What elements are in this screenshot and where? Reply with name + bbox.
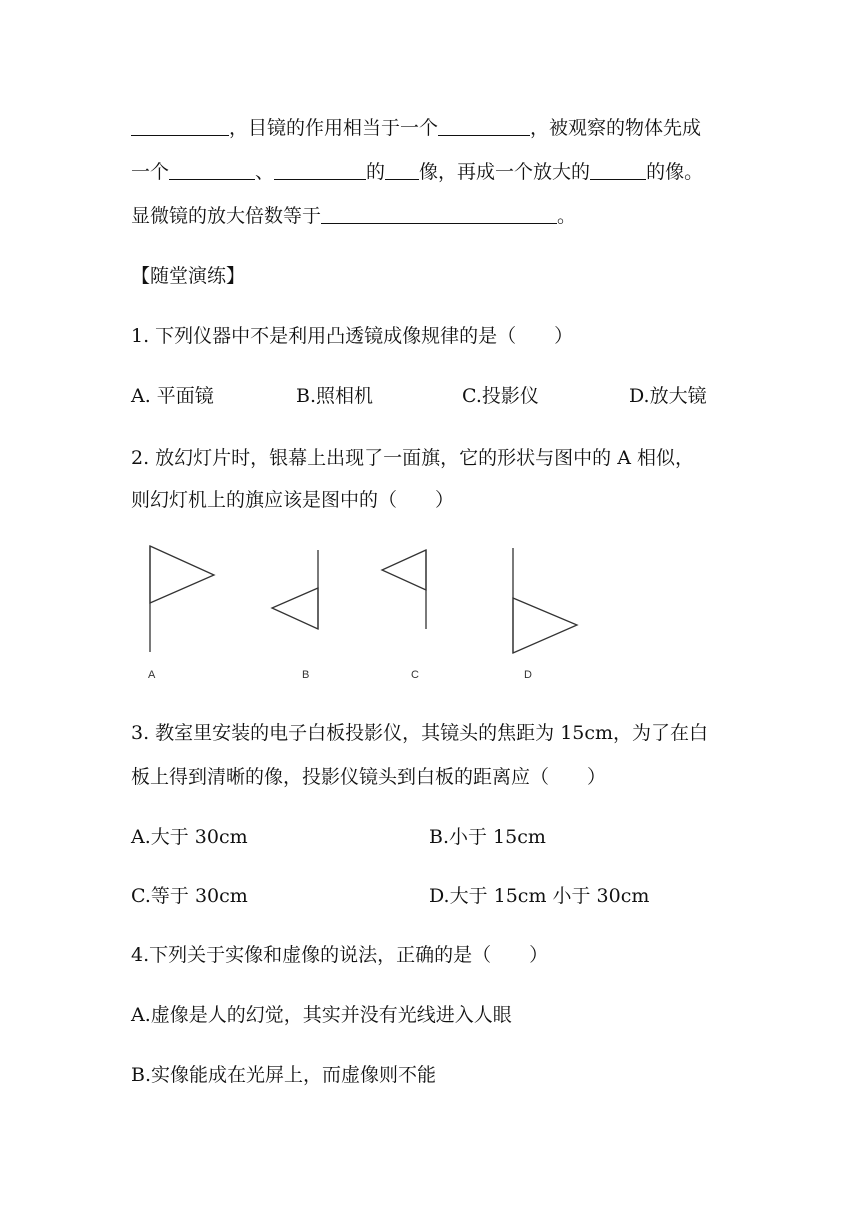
question-1-option-d[interactable]: D.放大镜 [629,385,707,407]
intro-text: 。 [557,205,577,227]
intro-text: ，被观察的物体先成 [530,117,702,139]
intro-text: 显微镜的放大倍数等于 [131,205,322,227]
flag-c [382,550,426,629]
flag-label-d: D [524,669,532,681]
question-3-option-b[interactable]: B.小于 15cm [429,826,546,848]
intro-text: 、 [255,161,275,183]
flag-label-c: C [411,669,419,681]
intro-text: 的 [366,161,386,183]
question-4-option-a[interactable]: A.虚像是人的幻觉，其实并没有光线进入人眼 [131,1004,512,1026]
flag-label-a: A [148,669,156,681]
question-3-text-line-2: 板上得到清晰的像，投影仪镜头到白板的距离应（ ） [131,766,607,788]
question-1-option-b[interactable]: B.照相机 [296,385,374,407]
flag-d [513,548,577,653]
question-4-text: 4.下列关于实像和虚像的说法，正确的是（ ） [131,944,549,966]
flag-label-b: B [302,669,310,681]
intro-text: 像，再成一个放大的 [419,161,591,183]
question-1-option-a[interactable]: A. 平面镜 [131,385,214,407]
flag-a [150,546,214,652]
question-3-option-c[interactable]: C.等于 30cm [131,885,248,907]
intro-text: 的像。 [646,161,704,183]
question-1-text: 1. 下列仪器中不是利用凸透镜成像规律的是（ ） [131,325,574,347]
flag-b [272,550,318,629]
intro-text: 一个 [131,161,170,183]
question-4-option-b[interactable]: B.实像能成在光屏上，而虚像则不能 [131,1064,437,1086]
question-3-option-d[interactable]: D.大于 15cm 小于 30cm [429,885,650,907]
question-3-text-line-1: 3. 教室里安装的电子白板投影仪，其镜头的焦距为 15cm，为了在白 [131,722,709,744]
question-3-option-a[interactable]: A.大于 30cm [131,826,248,848]
question-2-text-line-2: 则幻灯机上的旗应该是图中的（ ） [131,489,455,511]
section-title: 【随堂演练】 [131,265,246,287]
question-1-option-c[interactable]: C.投影仪 [462,385,539,407]
question-2-text-line-1: 2. 放幻灯片时，银幕上出现了一面旗，它的形状与图中的 A 相似， [131,447,694,469]
intro-text: ，目镜的作用相当于一个 [229,117,439,139]
